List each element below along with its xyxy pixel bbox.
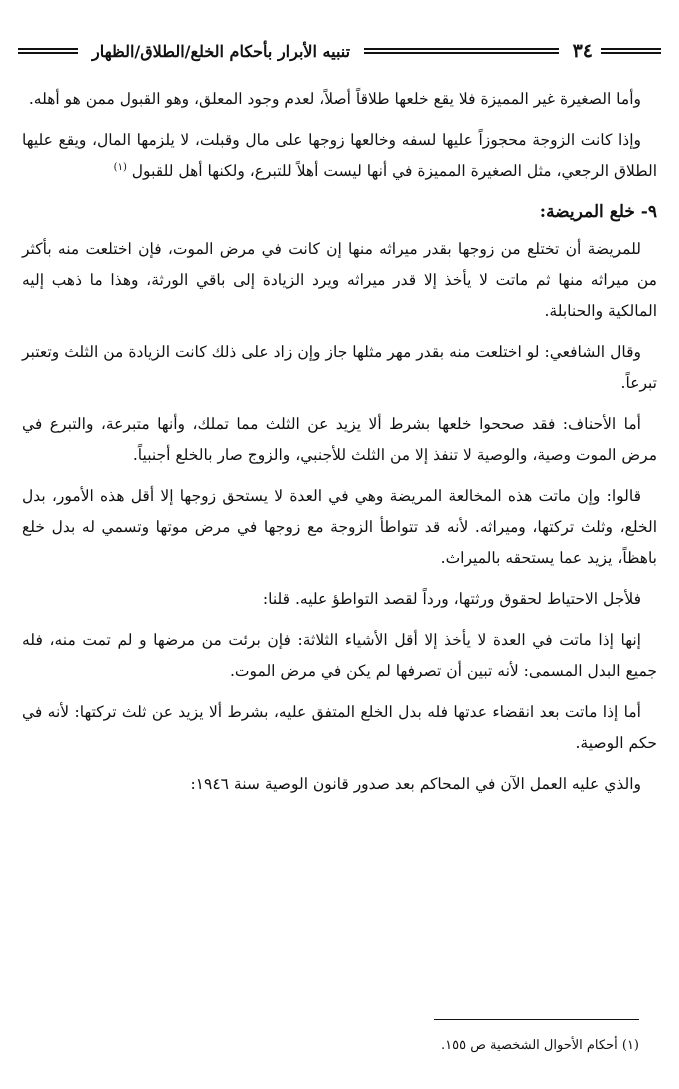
paragraph: وقال الشافعي: لو اختلعت منه بقدر مهر مثلها جاز وإن زاد على ذلك كانت الزيادة من الثلث وتعتبر تبرعاً. [22,343,657,392]
header-rule-middle [364,48,559,54]
paragraph: أما الأحناف: فقد صححوا خلعها بشرط ألا يزيد عن الثلث مما تملك، وأنها متبرعة، والتبرع في مرض الموت وصية، والوصية لا تنفذ إلا من الثلث للأجنبي، والزوج صار بالخلع أجنبياً. [22,415,657,464]
paragraph: والذي عليه العمل الآن في المحاكم بعد صدور قانون الوصية سنة ١٩٤٦: [190,775,641,793]
paragraph: إنها إذا ماتت في العدة لا يأخذ إلا أقل الأشياء الثلاثة: فإن برئت من مرضها و لم تمت منه، فله جميع البدل المسمى: لأنه تبين أن تصرفها لم يكن في مرض الموت. [22,631,657,680]
footnote-reference: (١) [113,161,127,173]
body-text [22,84,657,810]
paragraph: فلأجل الاحتياط لحقوق ورثتها، ورداً لقصد التواطؤ عليه. قلنا: [262,590,641,608]
header-rule-left [18,48,78,54]
paragraph: للمريضة أن تختلع من زوجها بقدر ميراثه منها إن كانت في مرض الموت، فإن اختلعت منه بأكثر من ميراثه منها ثم ماتت لا يأخذ إلا قدر ميراثه ويرد الزيادة إلى باقي الورثة، وهذا ما ذهب إليه المالكية والحنابلة. [22,240,657,320]
paragraph: وأما الصغيرة غير المميزة فلا يقع خلعها طلاقاً أصلاً، لعدم وجود المعلق، وهو القبول ممن هو أهله. [28,90,641,108]
footnote-divider [434,1019,639,1020]
book-title: تنبيه الأبرار بأحكام الخلع/الطلاق/الظهار [92,41,351,61]
header-rule-right [601,48,661,54]
paragraph: قالوا: وإن ماتت هذه المخالعة المريضة وهي في العدة لا يستحق زوجها إلا أقل هذه الأمور، بدل الخلع، وثلث تركتها، وميراثه. لأنه قد تتواطأ الزوجة مع زوجها في مرض موتها وتسمي له بدل خلع باهظاً، يزيد عما يستحقه بالميراث. [22,487,657,567]
running-header [18,36,661,66]
paragraph-text: وإذا كانت الزوجة محجوزاً عليها لسفه وخالعها زوجها على مال وقبلت، لا يلزمها المال، ويقع عليها الطلاق الرجعي، مثل الصغيرة المميزة في أنها ليست أهلاً للتبرع، ولكنها أهل للقبول [22,131,657,180]
page-number: ٣٤ [572,40,593,62]
section-heading: ٩- خلع المريضة: [539,202,657,222]
footnote: (١) أحكام الأحوال الشخصية ص ١٥٥. [440,1038,639,1053]
paragraph: أما إذا ماتت بعد انقضاء عدتها فله بدل الخلع المتفق عليه، بشرط ألا يزيد عن ثلث تركتها: لأنه في حكم الوصية. [22,703,657,752]
paragraph [22,125,657,187]
